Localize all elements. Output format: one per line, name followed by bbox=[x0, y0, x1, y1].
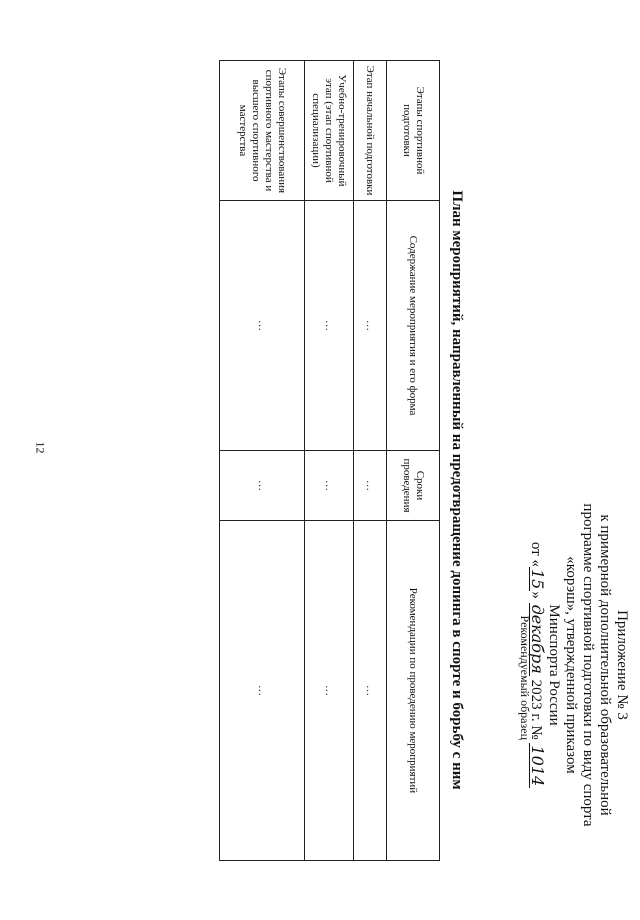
table-cell: … bbox=[220, 201, 305, 451]
table-cell: … bbox=[305, 451, 354, 521]
sample-note: Рекомендуемый образец bbox=[518, 615, 532, 740]
header-stages: Этапы спортивной подготовки bbox=[387, 61, 440, 201]
appendix-header bbox=[527, 500, 630, 830]
header-recommendations: Рекомендации по проведению мероприятий bbox=[387, 521, 440, 861]
plan-table bbox=[219, 60, 440, 861]
header-timing: Сроки проведения bbox=[387, 451, 440, 521]
table-cell: … bbox=[305, 201, 354, 451]
table-row bbox=[220, 61, 305, 861]
stage-cell: Учебно-тренировочный этап (этап спортивной специализации) bbox=[305, 61, 354, 201]
stage-cell: Этапы совершенствования спортивного мастерства и высшего спортивного мастерства bbox=[220, 61, 305, 201]
date-day: 15 bbox=[528, 568, 547, 590]
date-mid: » bbox=[528, 591, 544, 599]
table-cell: … bbox=[220, 451, 305, 521]
table-cell: … bbox=[220, 521, 305, 861]
rotated-page-content bbox=[0, 30, 640, 890]
appendix-line: программе спортивной подготовки по виду спорта bbox=[580, 503, 596, 827]
appendix-line: к примерной дополнительной образовательной bbox=[597, 514, 613, 816]
order-number: 1014 bbox=[528, 745, 547, 787]
document-title: План мероприятий, направленный на предотвращение допинга в спорте и борьбу с ним bbox=[449, 190, 465, 790]
appendix-line: «корэш», утвержденной приказом bbox=[563, 556, 579, 774]
table-cell: … bbox=[305, 521, 354, 861]
stage-cell: Этап начальной подготовки bbox=[354, 61, 387, 201]
table-cell: … bbox=[354, 451, 387, 521]
date-month: декабря bbox=[528, 604, 547, 674]
table-header-row bbox=[387, 61, 440, 861]
header-content: Содержание мероприятия и его форма bbox=[387, 201, 440, 451]
table-cell: … bbox=[354, 201, 387, 451]
date-year: 2023 г. № bbox=[528, 679, 544, 740]
appendix-title: Приложение № 3 bbox=[614, 610, 630, 720]
table-cell: … bbox=[354, 521, 387, 861]
table-row bbox=[354, 61, 387, 861]
appendix-line: Минспорта России bbox=[546, 604, 562, 726]
date-prefix: от « bbox=[528, 541, 544, 567]
table-row bbox=[305, 61, 354, 861]
page-number: 12 bbox=[33, 441, 48, 454]
